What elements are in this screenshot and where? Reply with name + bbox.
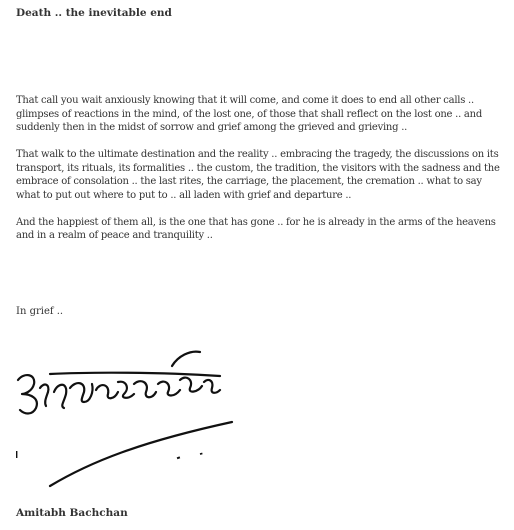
signer-name: Amitabh Bachchan: [16, 507, 128, 519]
post-title: Death .. the inevitable end: [16, 7, 172, 19]
post-paragraph: That walk to the ultimate destination and the reality .. embracing the tragedy, the discussions on its transport, its rituals, its formalities .. the custom, the tradition, the visitors with the sadness and the embrace of consolation .. the last rites, the carriage, the placement, the cremation .. what to say what to put out where to put to .. all laden with grief and departure ..: [16, 149, 500, 201]
post-paragraph: And the happiest of them all, is the one that has gone .. for he is already in the arms of the heavens and in a realm of peace and tranquility ..: [16, 216, 496, 241]
closing-line: In grief ..: [16, 306, 64, 317]
handwritten-signature: [10, 336, 250, 496]
post-body: [16, 94, 500, 256]
post-paragraph: That call you wait anxiously knowing that it will come, and come it does to end all other calls .. glimpses of reactions in the mind, of the lost one, of those that shall reflect on the lost one .. and suddenly then in the midst of sorrow and grief among the grieved and grieving ..: [16, 95, 482, 133]
